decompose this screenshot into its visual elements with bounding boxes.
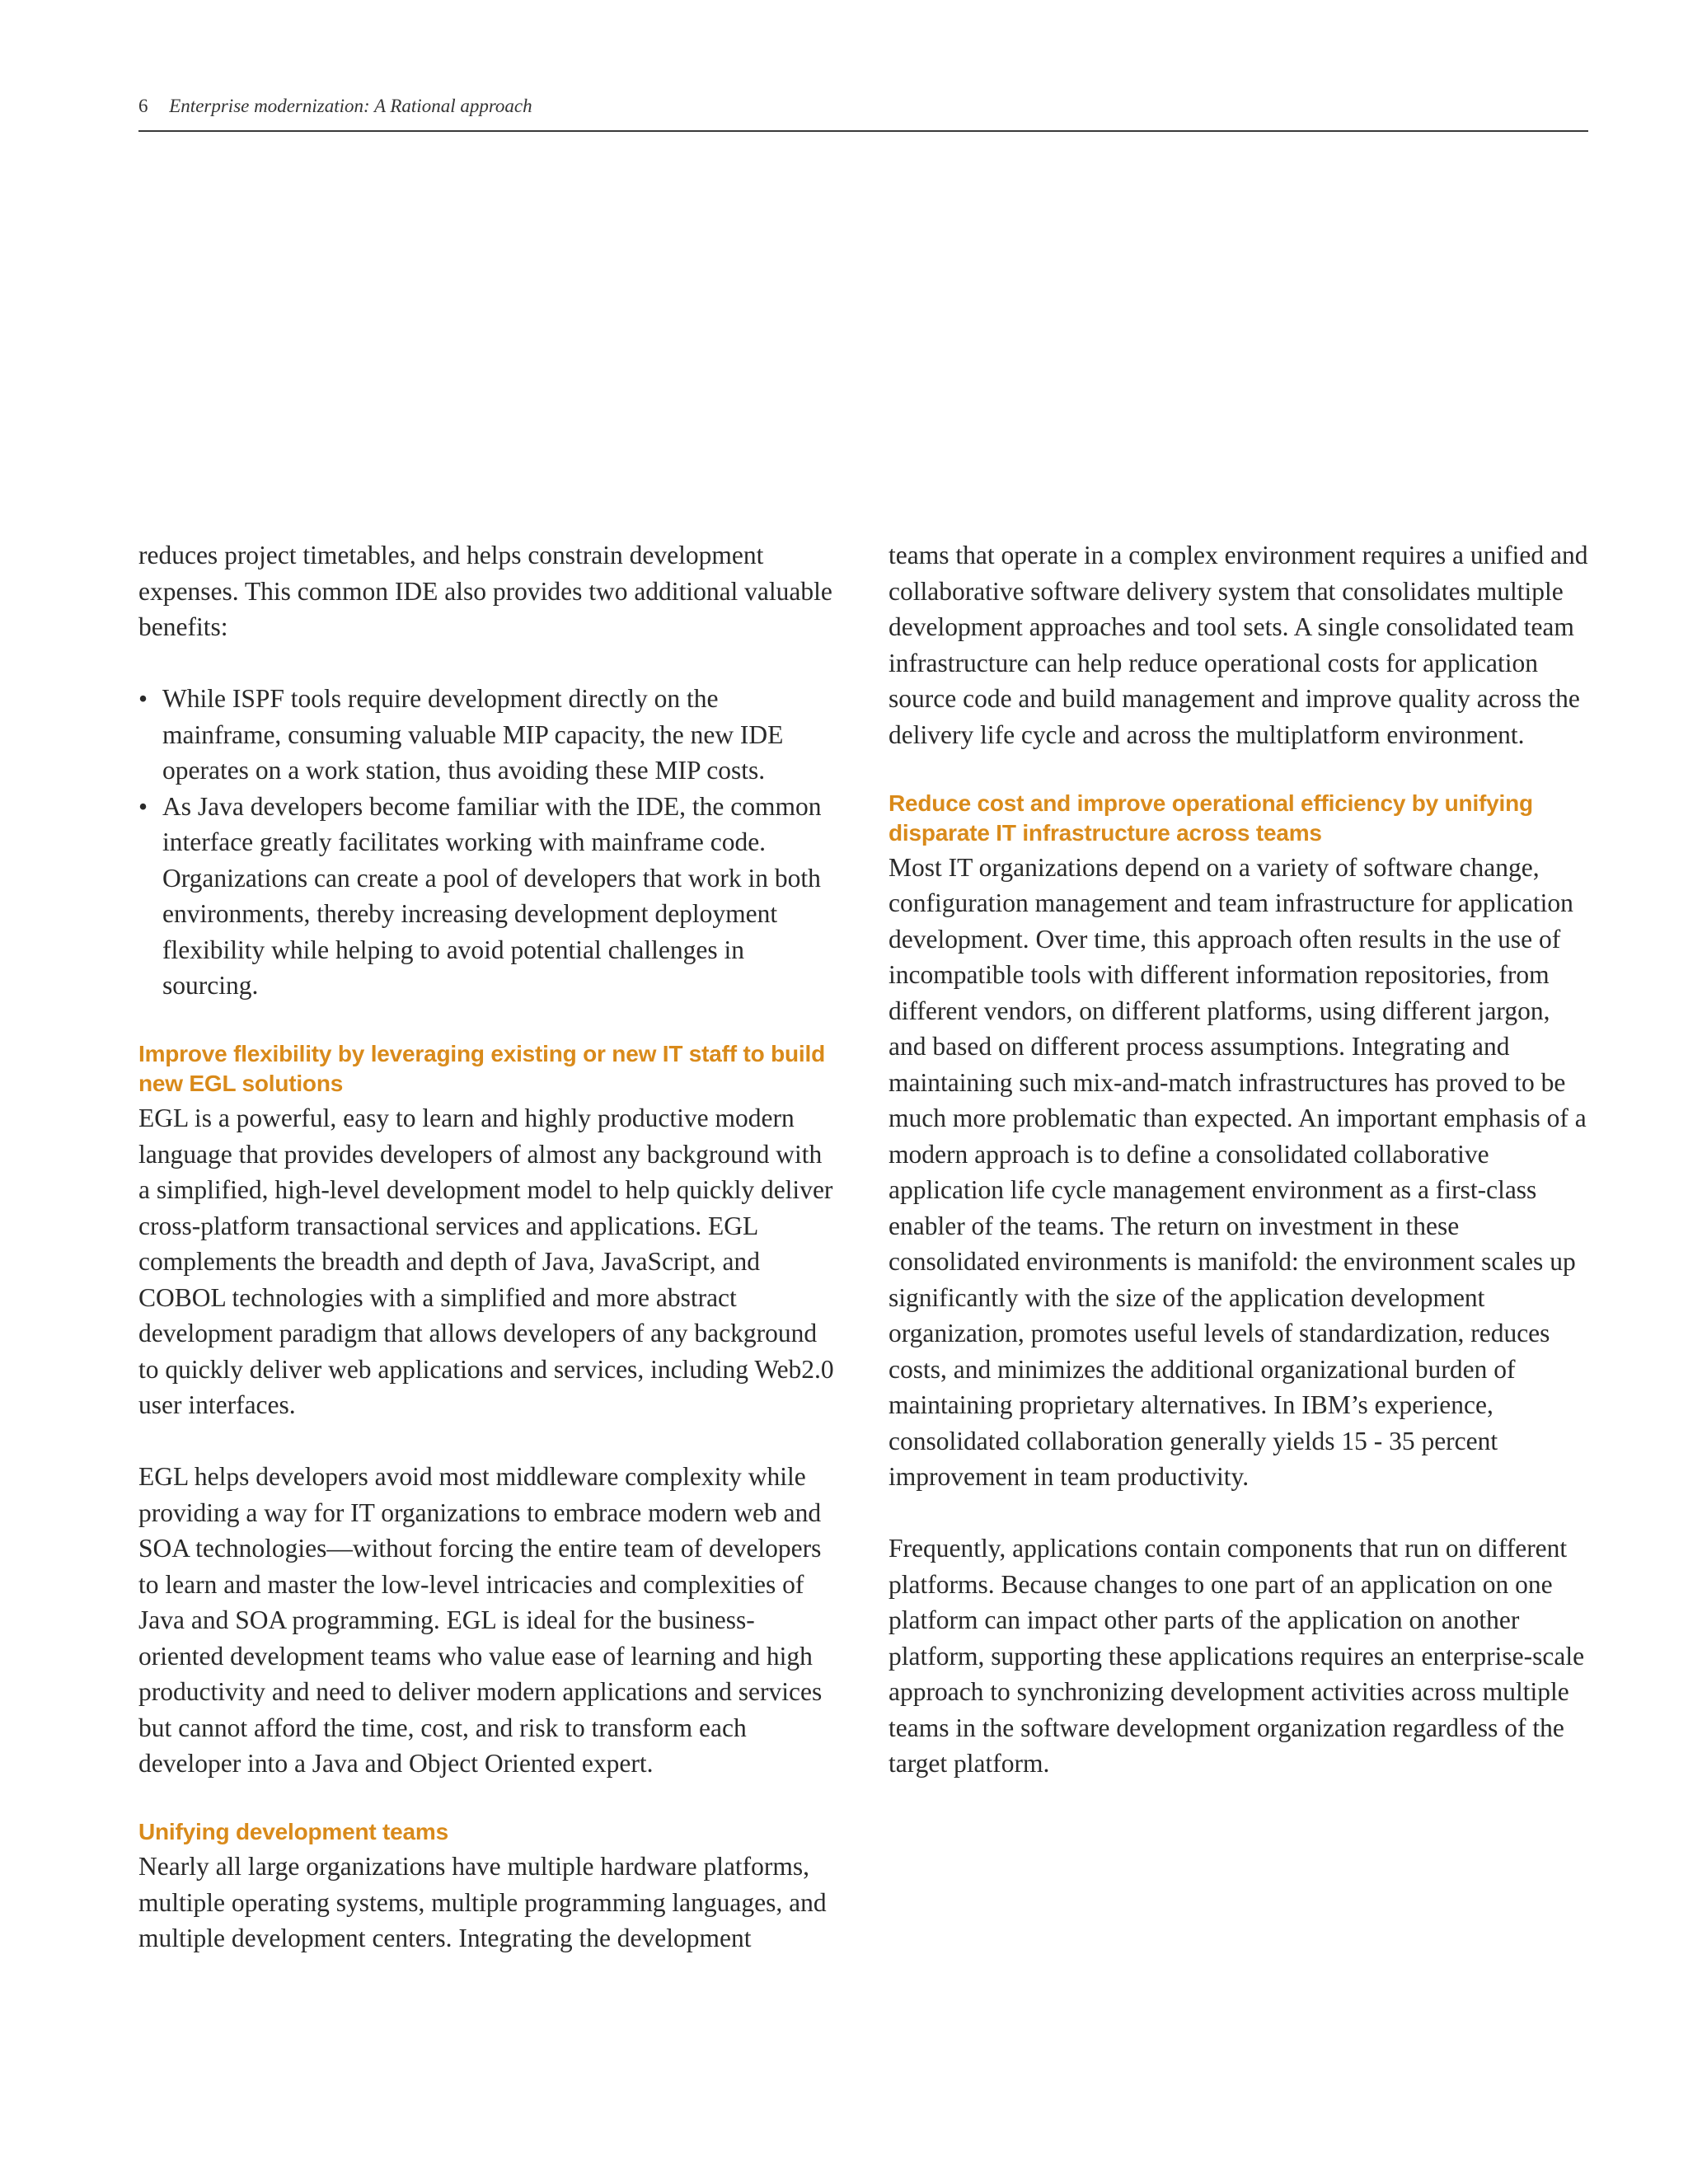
right-column	[889, 537, 1589, 1782]
continuation-paragraph: teams that operate in a complex environment requires a unified and collaborative software delivery system that consolidates multiple development approaches and tool sets. A single consolidated team infrastructure can help reduce operational costs for application source code and build management and improve quality across the delivery life cycle and across the multiplatform environment.	[889, 541, 1588, 749]
running-title: Enterprise modernization: A Rational approach	[169, 96, 532, 116]
section-heading-egl: Improve flexibility by leveraging existing or new IT staff to build new EGL solutions	[138, 1041, 825, 1096]
running-header	[138, 94, 1588, 132]
egl-paragraph-2: EGL helps developers avoid most middleware complexity while providing a way for IT organizations to embrace modern web and SOA technologies—without forcing the entire team of developers to learn and master the low-level intricacies and complexities of Java and SOA programming. EGL is ideal for the business-oriented development teams who value ease of learning and high productivity and need to deliver modern applications and services but cannot afford the time, cost, and risk to transform each developer into a Java and Object Oriented expert.	[138, 1462, 823, 1778]
benefits-list	[138, 681, 839, 1004]
intro-paragraph: reduces project timetables, and helps constrain development expenses. This common IDE also provides two additional valuable benefits:	[138, 541, 832, 641]
left-column	[138, 537, 839, 1957]
egl-paragraph-1: EGL is a powerful, easy to learn and highly productive modern language that provides developers of almost any background with a simplified, high-level development model to help quickly deliver cross-platform transactional services and applications. EGL complements the breadth and depth of Java, JavaScript, and COBOL technologies with a simplified and more abstract development paradigm that allows developers of any background to quickly deliver web applications and services, including Web2.0 user interfaces.	[138, 1104, 834, 1419]
reduce-cost-paragraph-2: Frequently, applications contain components that run on different platforms. Because changes to one part of an application on one platform can impact other parts of the application on another platform, supporting these applications requires an enterprise-scale approach to synchronizing development activities across multiple teams in the software development organization regardless of the target platform.	[889, 1534, 1585, 1778]
list-item: • As Java developers become familiar with the IDE, the common interface greatly facilitates working with mainframe code. Organizations can create a pool of developers that work in both environments, thereby increasing development deployment flexibility while helping to avoid potential challenges in sourcing.	[138, 789, 839, 1004]
page-number: 6	[138, 96, 148, 116]
reduce-cost-paragraph-1: Most IT organizations depend on a variety of software change, configuration management and team infrastructure for application development. Over time, this approach often results in the use of incompatible tools with different information repositories, from different vendors, on different platforms, using different jargon, and based on different process assumptions. Integrating and maintaining such mix-and-match infrastructures has proved to be much more problematic than expected. An important emphasis of a modern approach is to define a consolidated collaborative application life cycle management environment as a first-class enabler of the teams. The return on investment in these consolidated environments is manifold: the environment scales up significantly with the size of the application development organization, promotes useful levels of standardization, reduces costs, and minimizes the additional organizational burden of maintaining proprietary alternatives. In IBM’s experience, consolidated collaboration generally yields 15 - 35 percent improvement in team productivity.	[889, 852, 1587, 1491]
section-heading-unifying: Unifying development teams	[138, 1819, 448, 1844]
list-item: • While ISPF tools require development directly on the mainframe, consuming valuable MIP capacity, the new IDE operates on a work station, thus avoiding these MIP costs.	[138, 681, 839, 789]
unifying-paragraph: Nearly all large organizations have multiple hardware platforms, multiple operating systems, multiple programming languages, and multiple development centers. Integrating the development	[138, 1852, 827, 1952]
section-heading-reduce-cost: Reduce cost and improve operational efficiency by unifying disparate IT infrastructure across teams	[889, 790, 1533, 846]
